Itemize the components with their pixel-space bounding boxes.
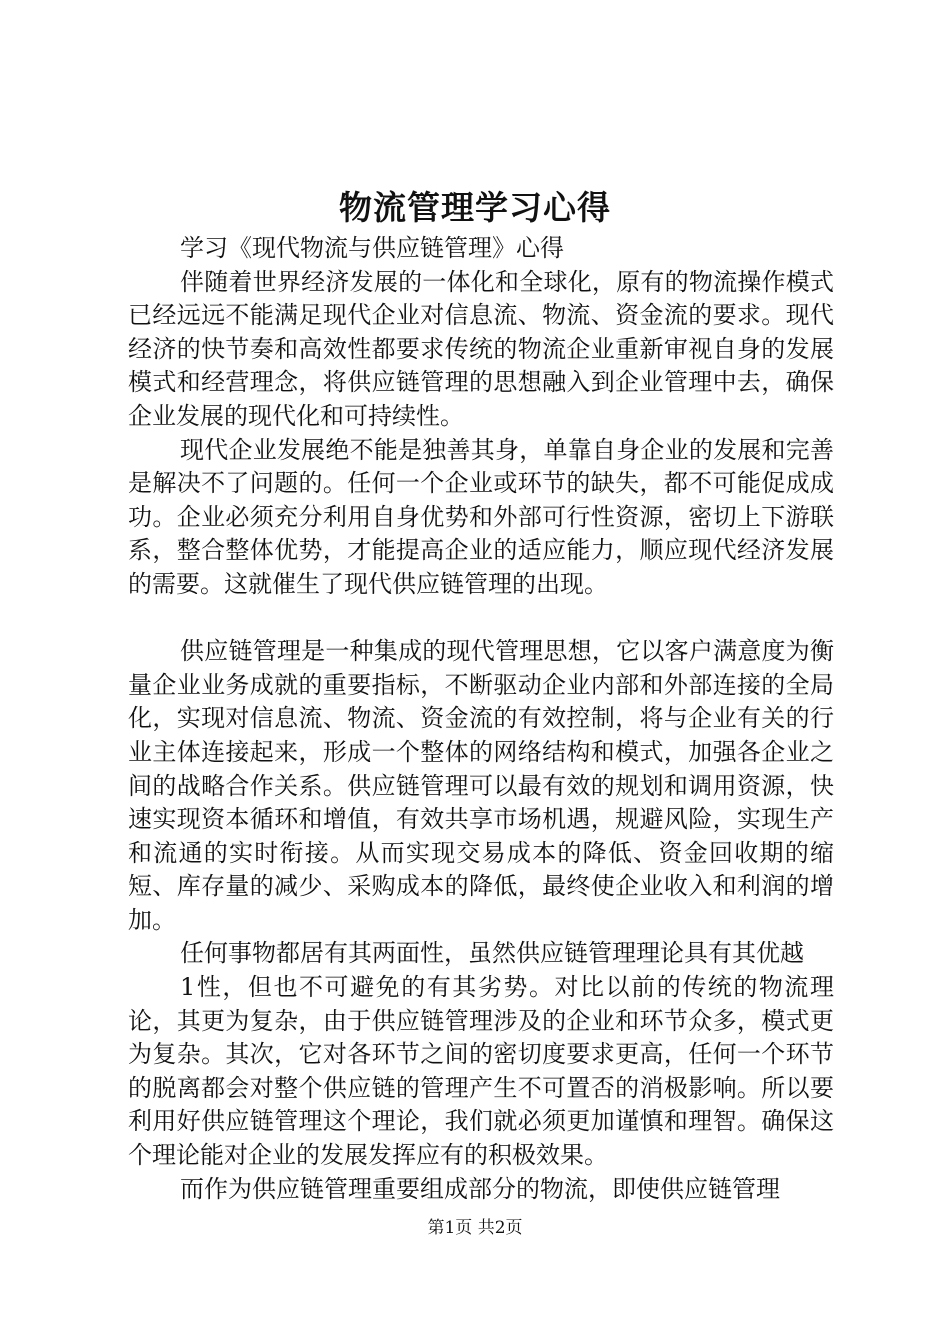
page-footer: 第1页 共2页 (427, 1218, 523, 1238)
paragraph-4: 任何事物都居有其两面性，虽然供应链管理理论具有其优越 (180, 939, 804, 968)
page-title: 物流管理学习心得 (339, 188, 611, 227)
paragraph-6: 而作为供应链管理重要组成部分的物流，即使供应链管理 (180, 1174, 780, 1203)
paragraph-3: 供应链管理是一种集成的现代管理思想，它以客户满意度为衡量企业业务成就的重要指标，不断驱动企业内部和外部连接的全局化，实现对信息流、物流、资金流的有效控制，将与企业有关的行业主体连接起来，形成一个整体的网络结构和模式，加强各企业之间的战略合作关系。供应链管理可以最有效的规划和调用资源，快速实现资本循环和增值，有效共享市场机遇，规避风险，实现生产和流通的实时衔接。从而实现交易成本的降低、资金回收期的缩短、库存量的减少、采购成本的降低，最终使企业收入和利润的增加。 (128, 637, 834, 934)
paragraph-5: 1性，但也不可避免的有其劣势。对比以前的传统的物流理论，其更为复杂，由于供应链管理涉及的企业和环节众多，模式更为复杂。其次，它对各环节之间的密切度要求更高，任何一个环节的脱离都会对整个供应链的管理产生不可置否的消极影响。所以要利用好供应链管理这个理论，我们就必须更加谨慎和理智。确保这个理论能对企业的发展发挥应有的积极效果。 (128, 973, 834, 1170)
paragraph-2: 现代企业发展绝不能是独善其身，单靠自身企业的发展和完善是解决不了问题的。任何一个企业或环节的缺失，都不可能促成成功。企业必须充分利用自身优势和外部可行性资源，密切上下游联系，整合整体优势，才能提高企业的适应能力，顺应现代经济发展的需要。这就催生了现代供应链管理的出现。 (128, 435, 834, 598)
document-body (128, 232, 834, 1206)
document-subtitle: 学习《现代物流与供应链管理》心得 (180, 234, 564, 262)
paragraph-1: 伴随着世界经济发展的一体化和全球化，原有的物流操作模式已经远远不能满足现代企业对信息流、物流、资金流的要求。现代经济的快节奏和高效性都要求传统的物流企业重新审视自身的发展模式和经营理念，将供应链管理的思想融入到企业管理中去，确保企业发展的现代化和可持续性。 (128, 267, 834, 430)
